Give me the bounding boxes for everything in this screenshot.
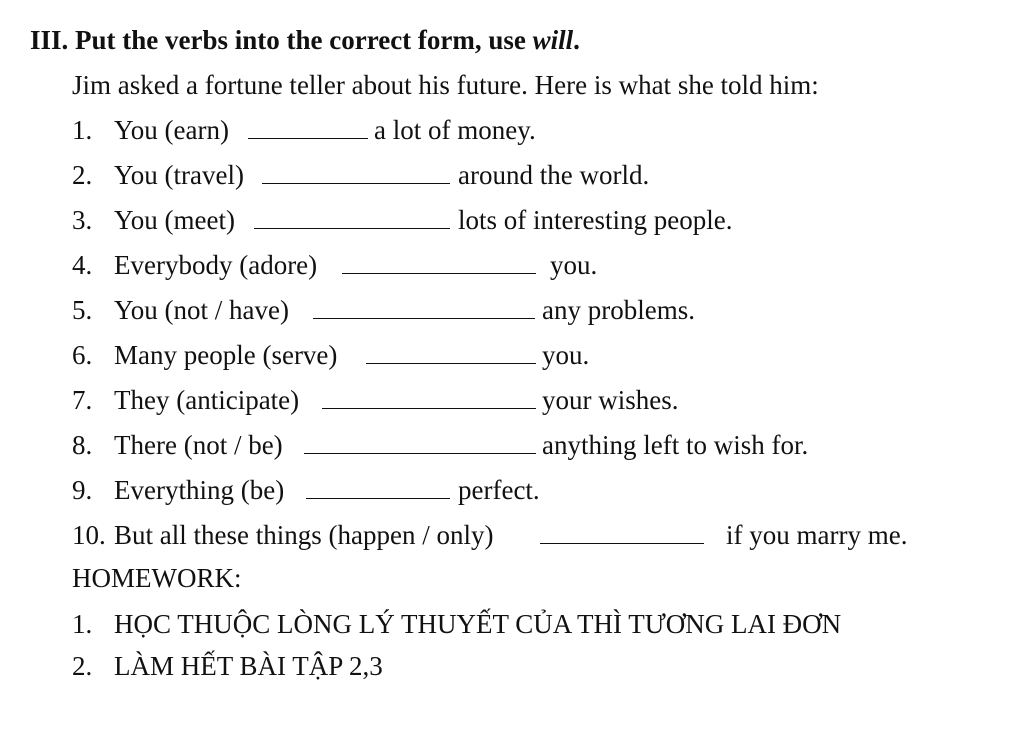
exercise-title [30,24,580,56]
intro-text: Jim asked a fortune teller about his future. Here is what she told him: [72,70,819,100]
homework-heading: HOMEWORK: [72,563,242,593]
answer-blank[interactable] [254,204,450,229]
item-rest: perfect. [458,475,540,505]
item-rest: you. [550,250,598,280]
item-rest: if you marry me. [726,520,908,550]
item-rest: lots of interesting people. [458,205,733,235]
item-prompt: But all these things (happen / only) [114,520,494,550]
item-rest: any problems. [542,295,695,325]
answer-blank[interactable] [306,474,450,499]
answer-blank[interactable] [304,429,536,454]
title-suffix: . [573,25,580,55]
item-prompt: You (not / have) [114,295,289,325]
item-number: 5. [72,295,93,325]
item-rest: anything left to wish for. [542,430,809,460]
item-prompt: You (earn) [114,115,229,145]
item-prompt: You (meet) [114,205,235,235]
item-number: 6. [72,340,93,370]
item-prompt: Everything (be) [114,475,285,505]
item-prompt: Many people (serve) [114,340,338,370]
item-prompt: There (not / be) [114,430,283,460]
item-number: 9. [72,475,93,505]
item-number: 7. [72,385,93,415]
item-number: 3. [72,205,93,235]
homework-text: HỌC THUỘC LÒNG LÝ THUYẾT CỦA THÌ TƯƠNG LAI ĐƠN [114,609,842,639]
item-rest: a lot of money. [374,115,536,145]
item-number: 1. [72,115,93,145]
title-prefix: III. Put the verbs into the correct form, use [30,25,533,55]
item-number: 10. [72,520,106,550]
answer-blank[interactable] [248,114,368,139]
homework-number: 1. [72,609,93,639]
item-rest: around the world. [458,160,650,190]
item-number: 8. [72,430,93,460]
item-number: 2. [72,160,93,190]
item-number: 4. [72,250,93,280]
answer-blank[interactable] [313,294,535,319]
item-rest: your wishes. [542,385,679,415]
item-prompt: They (anticipate) [114,385,300,415]
answer-blank[interactable] [322,384,536,409]
item-rest: you. [542,340,590,370]
homework-text: LÀM HẾT BÀI TẬP 2,3 [114,651,383,681]
title-emphasis: will [532,25,574,55]
answer-blank[interactable] [366,339,536,364]
item-prompt: Everybody (adore) [114,250,318,280]
item-prompt: You (travel) [114,160,244,190]
answer-blank[interactable] [540,519,704,544]
homework-number: 2. [72,651,93,681]
answer-blank[interactable] [262,159,450,184]
answer-blank[interactable] [342,249,536,274]
